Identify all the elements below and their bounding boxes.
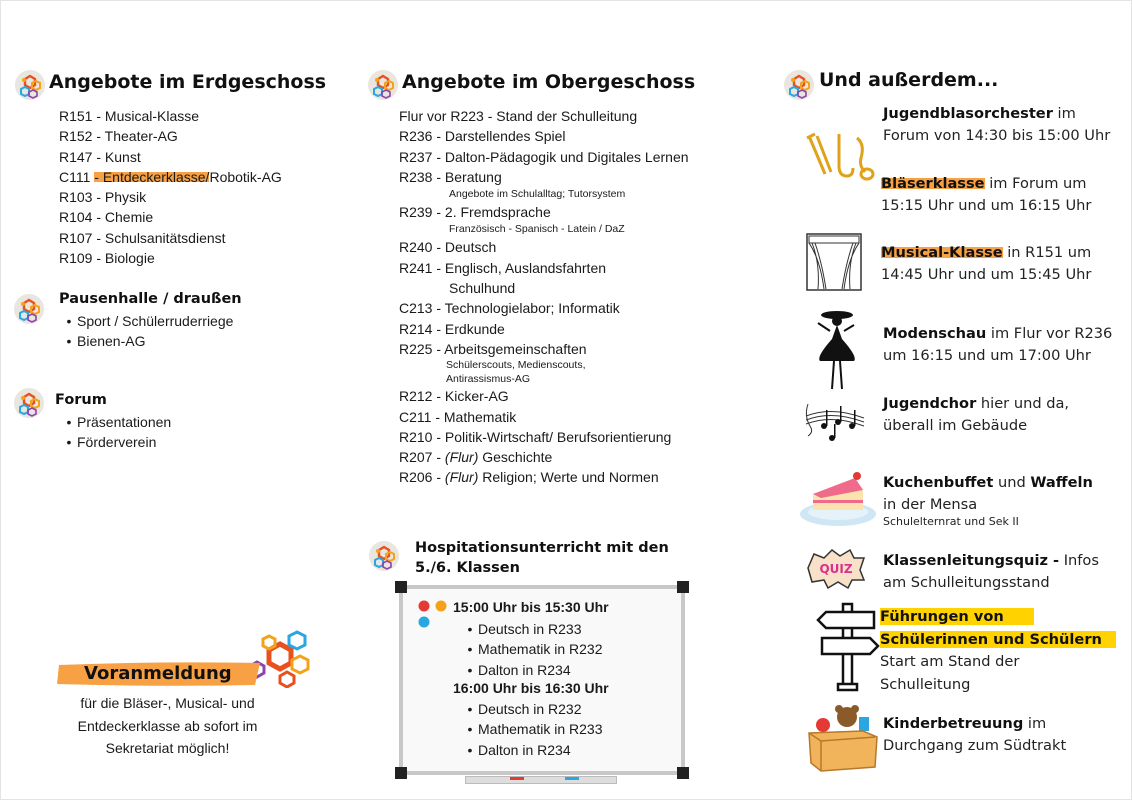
pausenhalle-list — [61, 311, 233, 352]
quiz-icon — [806, 548, 866, 590]
list-item: • Dalton in R234 — [462, 660, 603, 680]
school-logo-icon — [368, 70, 398, 100]
list-item: • Mathematik in R232 — [462, 639, 603, 659]
list-item: R147 - Kunst — [59, 148, 141, 165]
list-subitem: Antirassismus-AG — [446, 372, 531, 385]
kinderbetreuung-text: Kinderbetreuung im Durchgang zum Südtrakt — [883, 715, 1067, 754]
school-logo-icon — [14, 388, 44, 418]
list-item: R207 - (Flur) Geschichte — [399, 449, 553, 466]
list-item: R206 - (Flur) Religion; Werte und Normen — [399, 469, 659, 486]
list-item: C211 - Mathematik — [399, 408, 517, 425]
list-item: • Deutsch in R232 — [462, 699, 603, 719]
section-title-erdgeschoss: Angebote im Erdgeschoss — [49, 71, 327, 93]
list-item: • Förderverein — [61, 432, 171, 452]
erdgeschoss-list — [59, 106, 282, 268]
list-item: • Dalton in R234 — [462, 740, 603, 760]
list-item: R109 - Biologie — [59, 250, 155, 267]
list-item: • Sport / Schülerruderriege — [61, 311, 233, 331]
forum-list — [61, 412, 171, 453]
list-item: R237 - Dalton-Pädagogik und Digitales Lernen — [399, 148, 689, 165]
list-item: Flur vor R223 - Stand der Schulleitung — [399, 108, 638, 124]
list-item: R238 - Beratung — [399, 168, 502, 185]
school-logo-icon — [15, 70, 45, 100]
toybox-icon — [803, 703, 881, 773]
list-item: C111 - Entdeckerklasse/Robotik-AG — [59, 168, 282, 185]
section-title-obergeschoss: Angebote im Obergeschoss — [402, 71, 696, 93]
school-logo-icon — [369, 541, 399, 571]
kuchenbuffet-text: Kuchenbuffet und Waffeln in der Mensa Schulelternrat und Sek II — [883, 474, 1093, 528]
fuehrungen-text: Führungen von Schülerinnen und Schülern Start am Stand der Schulleitung — [880, 606, 1116, 696]
quiz-text: Klassenleitungsquiz - Infos am Schulleitungsstand — [883, 552, 1099, 591]
list-item: R239 - 2. Fremdsprache — [399, 204, 551, 221]
obergeschoss-list — [399, 106, 689, 488]
modenschau-text: Modenschau im Flur vor R236 um 16:15 und um 17:00 Uhr — [883, 325, 1113, 364]
slot-1-time: 15:00 Uhr bis 15:30 Uhr — [453, 599, 609, 615]
voranmeldung-text: für die Bläser-, Musical- und Entdeckerklasse ab sofort im Sekretariat möglich! — [77, 695, 258, 756]
board-tray — [465, 776, 617, 784]
hospitation-title: Hospitationsunterricht mit den 5./6. Klassen — [415, 540, 669, 576]
fashion-dancer-icon — [810, 305, 862, 393]
color-dots-icon — [417, 599, 451, 629]
curtain-icon — [806, 233, 862, 291]
jugendchor-text: Jugendchor hier und da, überall im Gebäude — [883, 395, 1070, 434]
list-item: Schulhund — [449, 280, 516, 297]
voranmeldung-title: Voranmeldung — [84, 663, 232, 684]
board-corner — [677, 767, 689, 779]
slot-1-list — [462, 619, 603, 680]
list-item: • Bienen-AG — [61, 331, 233, 351]
highlight-marker: - Entdeckerklasse/ — [94, 168, 210, 185]
list-item: R240 - Deutsch — [399, 239, 497, 256]
list-item: • Präsentationen — [61, 412, 171, 432]
list-item: • Deutsch in R233 — [462, 619, 603, 639]
blaeserklasse-text: Bläserklasse im Forum um 15:15 Uhr und um 16:15 Uhr — [881, 175, 1092, 214]
school-logo-icon — [784, 70, 814, 100]
section-title-forum: Forum — [55, 392, 107, 408]
list-item: R152 - Theater-AG — [59, 128, 178, 145]
marker-blue — [565, 777, 579, 780]
list-item: R236 - Darstellendes Spiel — [399, 128, 566, 145]
list-item: • Mathematik in R233 — [462, 719, 603, 739]
board-corner — [395, 767, 407, 779]
list-item: R151 - Musical-Klasse — [59, 108, 200, 124]
list-item: R107 - Schulsanitätsdienst — [59, 229, 226, 246]
slot-2-list — [462, 699, 603, 760]
list-item: R214 - Erdkunde — [399, 320, 505, 337]
school-logo-icon — [14, 294, 44, 324]
board-corner — [395, 581, 407, 593]
list-subitem: Angebote im Schulalltag; Tutorsystem — [449, 188, 626, 201]
list-subitem: Schülerscouts, Medienscouts, — [446, 359, 586, 372]
list-item: R212 - Kicker-AG — [399, 388, 509, 405]
svg-text:QUIZ: QUIZ — [819, 562, 853, 576]
cake-icon — [797, 466, 879, 528]
list-item: C213 - Technologielabor; Informatik — [399, 300, 620, 317]
signpost-icon — [814, 600, 882, 692]
section-title-pausenhalle: Pausenhalle / draußen — [59, 291, 242, 307]
section-title-ausserdem: Und außerdem... — [819, 69, 999, 91]
orchester-text: Jugendblasorchester im Forum von 14:30 bis 15:00 Uhr — [883, 105, 1111, 144]
list-item: R103 - Physik — [59, 189, 147, 206]
musical-klasse-text: Musical-Klasse in R151 um 14:45 Uhr und um 15:45 Uhr — [881, 244, 1092, 283]
list-item: R225 - Arbeitsgemeinschaften — [399, 340, 587, 357]
list-item: R210 - Politik-Wirtschaft/ Berufsorientierung — [399, 428, 672, 445]
board-corner — [677, 581, 689, 593]
music-notes-icon — [802, 396, 868, 444]
marker-red — [510, 777, 524, 780]
instruments-icon — [803, 128, 875, 183]
list-item: R104 - Chemie — [59, 209, 154, 226]
list-item: R241 - Englisch, Auslandsfahrten — [399, 259, 607, 276]
list-subitem: Französisch - Spanisch - Latein / DaZ — [449, 223, 625, 236]
slot-2-time: 16:00 Uhr bis 16:30 Uhr — [453, 680, 609, 696]
